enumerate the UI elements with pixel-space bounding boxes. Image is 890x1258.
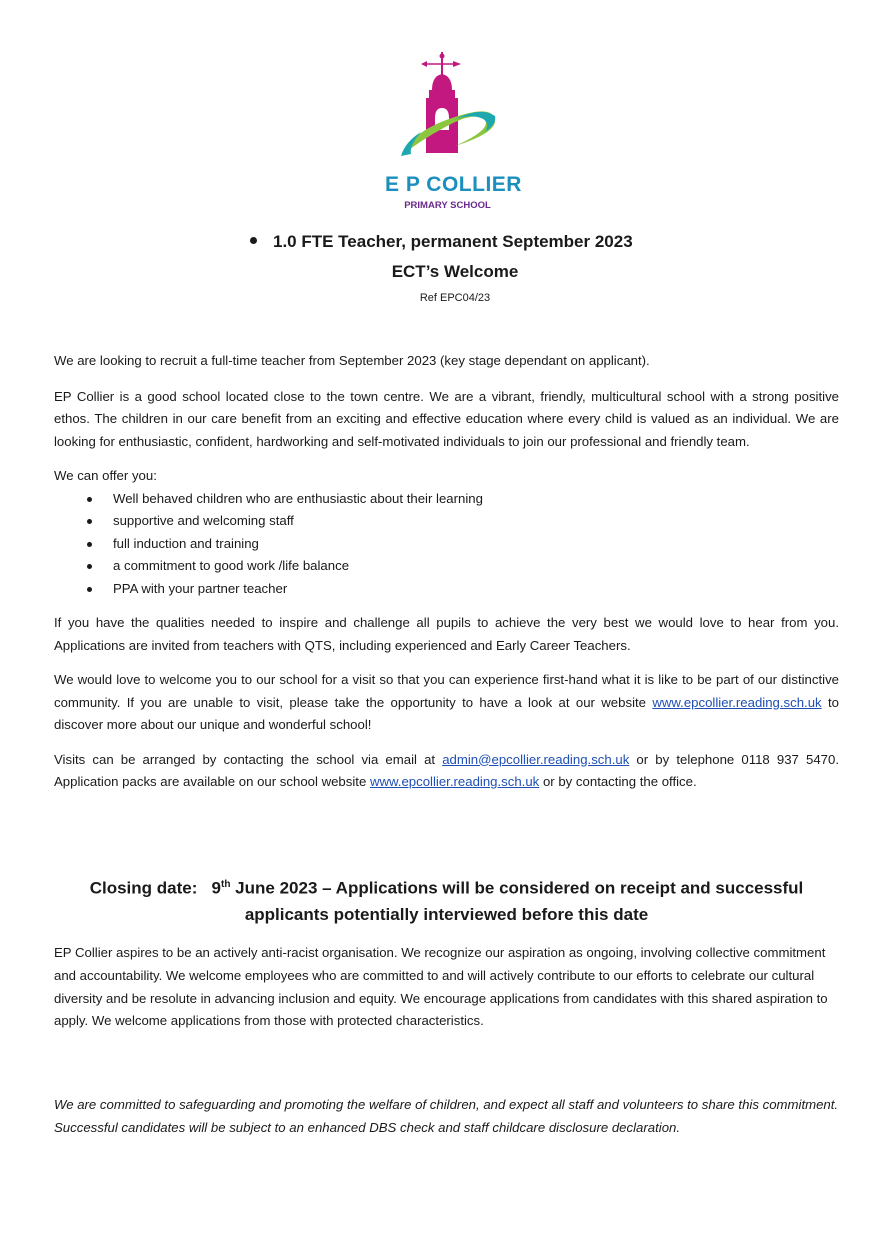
safeguarding-statement: We are committed to safeguarding and promoting the welfare of children, and expect all staff and volunteers to share this commitment. Successful candidates will be subject to an enhanced DBS check and staff childcare disclosure declaration. [54,1097,839,1135]
closing-text: June 2023 – Applications will be considered on receipt and successful applicants potentially interviewed before this date [230,878,804,924]
visit-text-end: to discover more about our unique and wonderful school! [54,694,839,732]
offer-item: full induction and training [54,533,839,556]
closing-date-heading [54,872,839,928]
email-link[interactable]: admin@epcollier.reading.sch.uk [442,751,630,767]
contact-text-end: or by contacting the office. [539,774,697,789]
school-type: PRIMARY SCHOOL [404,200,491,211]
reference-code: Ref EPC04/23 [419,292,491,304]
website-link-2[interactable]: www.epcollier.reading.sch.uk [369,774,540,789]
offer-item: a commitment to good work /life balance [54,555,839,578]
closing-day: 9 [211,878,221,898]
contact-text-mid: or by telephone 0118 937 5470. Application packs are available on our school website [54,751,839,789]
offer-label: We can offer you: [54,468,157,483]
intro-paragraph: We are looking to recruit a full-time teacher from September 2023 (key stage dependant on applicant). [54,353,650,368]
job-title-text: 1.0 FTE Teacher, permanent September 2023 [273,232,633,251]
visit-text: We would love to welcome you to our school for a visit so that you can experience first-hand what it is like to be part of our distinctive community. If you are unable to visit, please take the opportunity to have a look at our website [54,672,839,710]
closing-day-suffix: th [221,879,231,890]
school-name: E P COLLIER [385,173,522,196]
offer-item: PPA with your partner teacher [54,578,839,601]
offer-list [54,488,839,601]
bullet-icon [250,237,257,244]
contact-paragraph [54,749,839,794]
qualities-paragraph: If you have the qualities needed to inspire and challenge all pupils to achieve the very best we would love to hear from you. Applications are invited from teachers with QTS, including experienced and Early Career Teachers. [54,615,839,653]
job-title [250,232,633,252]
about-paragraph: EP Collier is a good school located close to the town centre. We are a vibrant, friendly, multicultural school with a strong positive ethos. The children in our care benefit from an exciting and effective education where every child is valued as an individual. We are looking for enthusiastic, confident, hardworking and self-motivated individuals to join our professional and friendly team. [54,388,839,449]
offer-item: Well behaved children who are enthusiastic about their learning [54,488,839,511]
contact-text: Visits can be arranged by contacting the school via email at [54,751,443,767]
visit-paragraph [54,669,839,737]
website-link[interactable]: www.epcollier.reading.sch.uk [652,694,822,710]
closing-label: Closing date: [89,878,198,898]
school-tower-logo-icon [395,50,500,175]
offer-item: supportive and welcoming staff [54,510,839,533]
welcome-heading: ECT’s Welcome [391,262,519,281]
school-logo [385,50,522,215]
anti-racist-statement: EP Collier aspires to be an actively anti-racist organisation. We recognize our aspiration as ongoing, involving collective commitment and accountability. We welcome employees who are committed to and will actively contribute to our efforts to celebrate our cultural diversity and be resolute in advancing inclusion and equity. We encourage applications from candidates with this shared aspiration to apply. We welcome applications from those with protected characteristics. [54,945,828,1029]
advert-body [54,350,839,806]
